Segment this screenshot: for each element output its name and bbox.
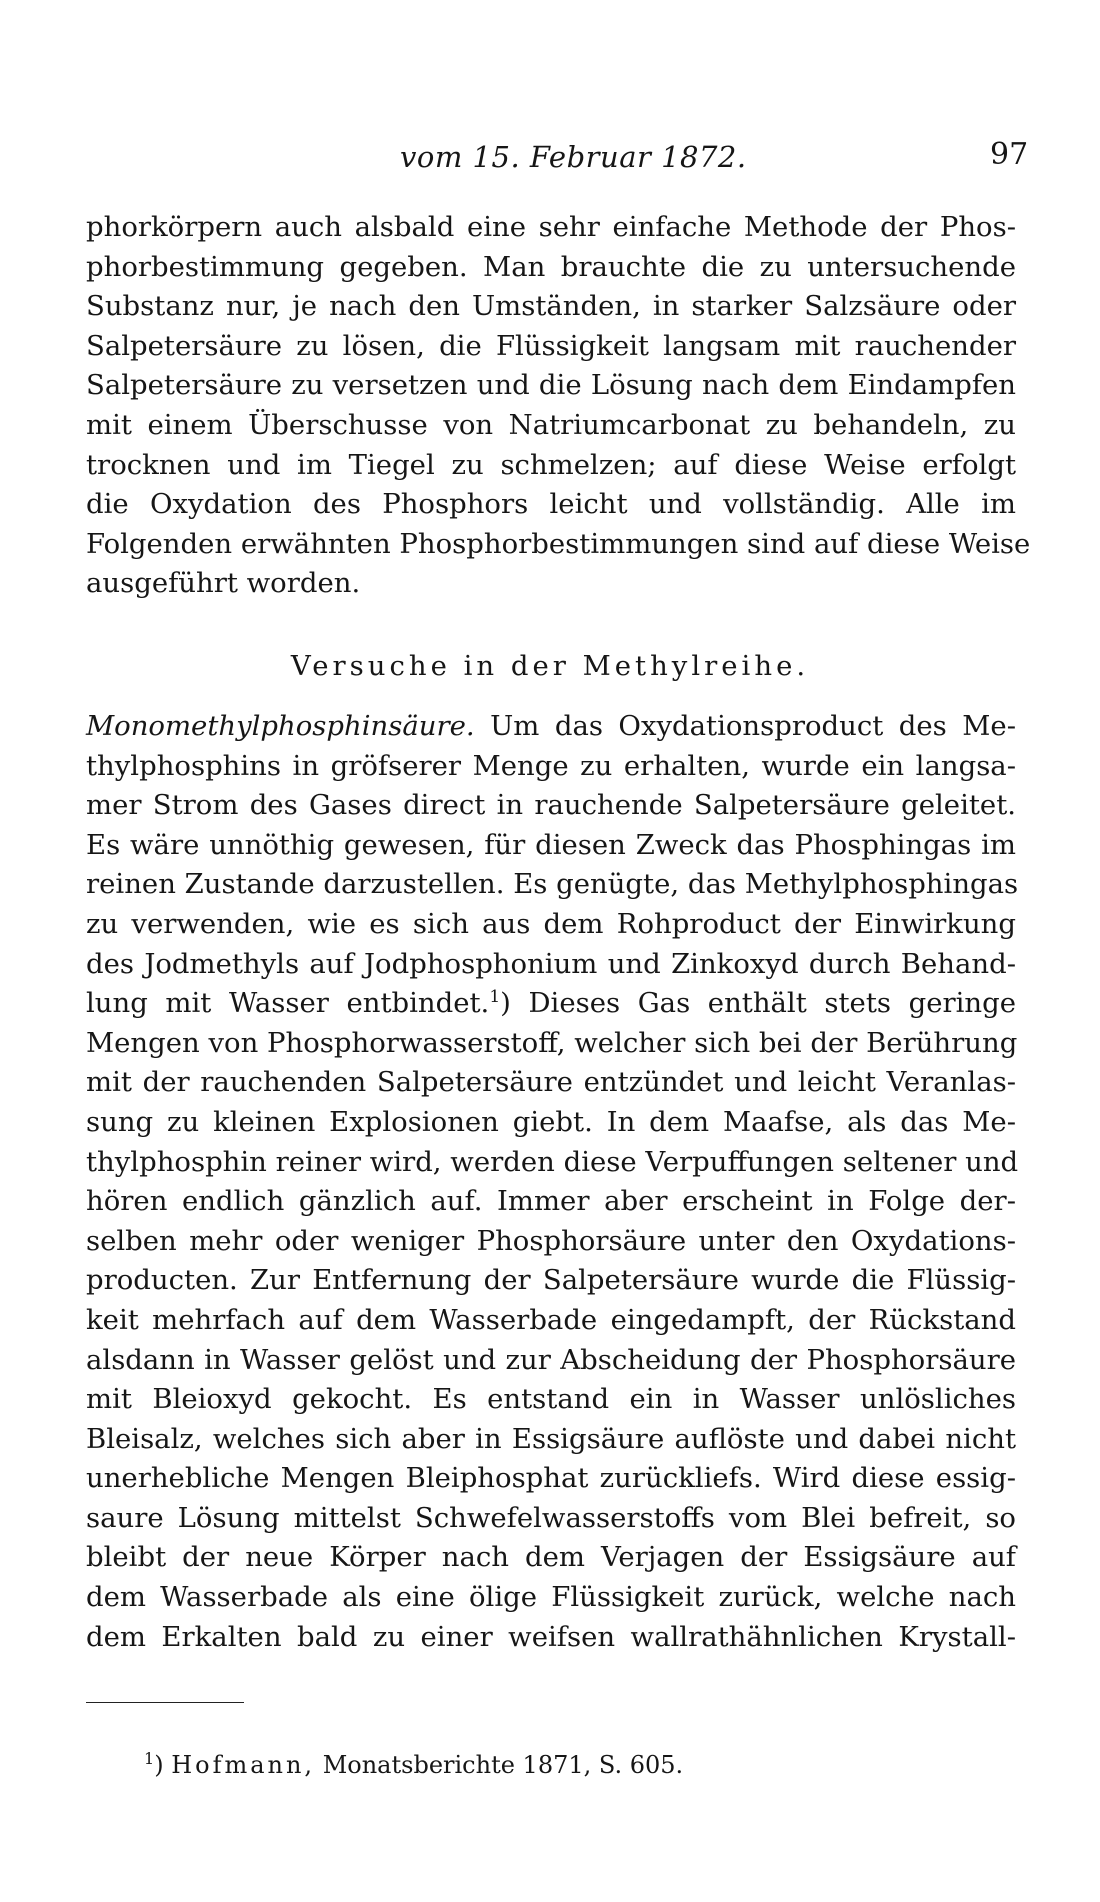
footnote-divider <box>86 1702 244 1703</box>
text-line: alsdann in Wasser gelöst und zur Abscheidung der Phosphorsäure <box>86 1343 1016 1376</box>
text-line: zu verwenden, wie es sich aus dem Rohproduct der Einwirkung <box>86 907 1016 940</box>
text-line: Folgenden erwähnten Phosphorbestimmungen sind auf diese Weise <box>86 527 1031 560</box>
text-line: die Oxydation des Phosphors leicht und vollständig. Alle im <box>86 488 1016 521</box>
text-line: phorkörpern auch alsbald eine sehr einfache Methode der Phos- <box>86 211 1016 243</box>
text-line: Salpetersäure zu versetzen und die Lösung nach dem Eindampfen <box>86 369 1016 402</box>
text-line: hören endlich gänzlich auf. Immer aber erscheint in Folge der- <box>86 1185 1016 1218</box>
text-line: des Jodmethyls auf Jodphosphonium und Zinkoxyd durch Behand- <box>86 947 1016 980</box>
text-line: unerhebliche Mengen Bleiphosphat zurückliefs. Wird diese essig- <box>86 1462 1016 1495</box>
text-line: mit Bleioxyd gekocht. Es entstand ein in Wasser unlösliches <box>86 1383 1016 1416</box>
text-line: dem Erkalten bald zu einer weifsen wallrathähnlichen Krystall- <box>86 1620 1016 1653</box>
running-head <box>0 137 1100 180</box>
text-line: producten. Zur Entfernung der Salpetersäure wurde die Flüssig- <box>86 1264 1016 1297</box>
footnote-citation: Monatsberichte 1871, S. 605. <box>322 1751 684 1779</box>
subsection-title: Monomethylphosphinsäure. <box>86 710 475 742</box>
text-line: Es wäre unnöthig gewesen, für diesen Zweck das Phosphingas im <box>86 828 1016 861</box>
text-span: ) Dieses Gas enthält stets geringe <box>500 987 1017 1020</box>
page-number: 97 <box>990 137 1029 172</box>
text-span: lung mit Wasser entbindet. <box>86 987 490 1020</box>
text-line: reinen Zustande darzustellen. Es genügte, das Methylphosphingas <box>86 868 1019 901</box>
text-line: ausgeführt worden. <box>86 567 361 600</box>
text-line: selben mehr oder weniger Phosphorsäure unter den Oxydations- <box>86 1224 1016 1257</box>
text-line: sung zu kleinen Explosionen giebt. In dem Maafse, als das Me- <box>86 1105 1016 1138</box>
paragraph-continuation <box>86 208 1031 604</box>
text-line: Bleisalz, welches sich aber in Essigsäure auflöste und dabei nicht <box>86 1422 1016 1455</box>
text-line: trocknen und im Tiegel zu schmelzen; auf diese Weise erfolgt <box>86 448 1016 481</box>
text-line: Salpetersäure zu lösen, die Flüssigkeit langsam mit rauchender <box>86 329 1016 362</box>
text-line: dem Wasserbade als eine ölige Flüssigkeit zurück, welche nach <box>86 1581 1016 1614</box>
running-title: vom 15. Februar 1872. <box>400 140 747 174</box>
text-line: thylphosphin reiner wird, werden diese Verpuffungen seltener und <box>86 1145 1019 1178</box>
text-line: thylphosphins in gröfserer Menge zu erhalten, wurde ein langsa- <box>86 749 1016 782</box>
footnote-mark: 1 <box>144 1749 155 1768</box>
text-line: Substanz nur, je nach den Umständen, in starker Salzsäure oder <box>86 290 1016 323</box>
text-line: mit einem Überschusse von Natriumcarbonat zu behandeln, zu <box>86 408 1016 441</box>
text-span: Um das Oxydationsproduct des Me- <box>490 710 1016 742</box>
section-paragraph <box>86 707 1019 1657</box>
text-line: mit der rauchenden Salpetersäure entzündet und leicht Veranlas- <box>86 1066 1016 1099</box>
text-line: Mengen von Phosphorwasserstoff, welcher sich bei der Berührung <box>86 1026 1018 1059</box>
text-line: keit mehrfach auf dem Wasserbade eingedampft, der Rückstand <box>86 1303 1016 1336</box>
text-line <box>86 707 1016 747</box>
footnote-reference: 1 <box>489 987 501 1007</box>
footnote-author: Hofmann, <box>171 1751 316 1779</box>
text-line: saure Lösung mittelst Schwefelwasserstoffs vom Blei befreit, so <box>86 1501 1016 1534</box>
text-line: bleibt der neue Körper nach dem Verjagen der Essigsäure auf <box>86 1541 1016 1574</box>
text-line: mer Strom des Gases direct in rauchende Salpetersäure geleitet. <box>86 789 1016 822</box>
text-line <box>86 984 1016 1024</box>
footnote: $^1$) Hofmann, Monatsberichte 1871, S. 605. <box>144 1749 684 1779</box>
text-line: phorbestimmung gegeben. Man brauchte die zu untersuchende <box>86 250 1016 283</box>
section-heading: Versuche in der Methylreihe. <box>290 650 810 682</box>
